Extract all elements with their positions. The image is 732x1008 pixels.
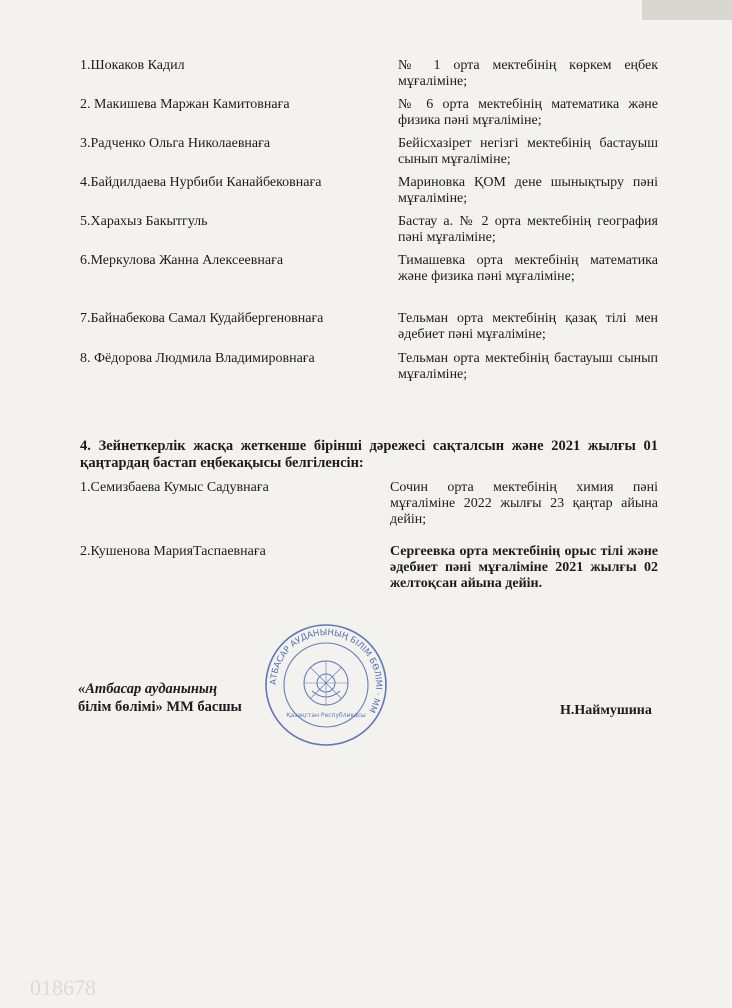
employee-name: 6.Меркулова Жанна Алексеевнаға bbox=[80, 253, 284, 268]
list-row bbox=[80, 351, 658, 391]
list-row bbox=[80, 544, 658, 608]
employee-position: Тимашевка орта мектебінің математика және физика пәні мұғаліміне; bbox=[398, 253, 658, 284]
bleed-through-number: 018678 bbox=[30, 975, 96, 1000]
signature-line-1: «Атбасар ауданының bbox=[78, 681, 218, 697]
employee-position: Сергеевка орта мектебінің орыс тілі және әдебиет пәні мұғаліміне 2021 жылғы 02 желтоқсан айына дейін. bbox=[390, 544, 658, 591]
retirement-list bbox=[80, 480, 658, 608]
employee-position: № 6 орта мектебінің математика және физика пәні мұғаліміне; bbox=[398, 97, 658, 128]
employee-name: 1.Семизбаева Кумыс Садувнаға bbox=[80, 480, 269, 495]
employee-name: 2. Макишева Маржан Камитовнаға bbox=[80, 97, 290, 112]
list-row bbox=[80, 214, 658, 253]
list-row bbox=[80, 253, 658, 311]
employee-position: Тельман орта мектебінің қазақ тілі мен әдебиет пәні мұғаліміне; bbox=[398, 311, 658, 342]
list-row bbox=[80, 175, 658, 214]
employee-position: Тельман орта мектебінің бастауыш сынып мұғаліміне; bbox=[398, 351, 658, 382]
list-row bbox=[80, 97, 658, 136]
section-4-title: 4. Зейнеткерлік жасқа жеткенше бірінші дәрежесі сақталсын және 2021 жылғы 01 қаңтардаң бастап еңбекақысы белгіленсін: bbox=[80, 438, 658, 471]
employee-position: Бейісхазірет негізгі мектебінің бастауыш сынып мұғаліміне; bbox=[398, 136, 658, 167]
emblem-icon bbox=[304, 661, 348, 705]
employee-name: 4.Байдилдаева Нурбиби Канайбековнаға bbox=[80, 175, 322, 190]
list-row bbox=[80, 311, 658, 351]
signature-line-2: білім бөлімі» ММ басшы bbox=[78, 699, 242, 715]
teacher-list bbox=[80, 58, 658, 391]
employee-name: 1.Шокаков Кадил bbox=[80, 58, 185, 73]
employee-position: Сочин орта мектебінің химия пәні мұғаліміне 2022 жылғы 23 қаңтар айына дейін; bbox=[390, 480, 658, 527]
list-row bbox=[80, 480, 658, 544]
list-row bbox=[80, 58, 658, 97]
employee-name: 8. Фёдорова Людмила Владимировнаға bbox=[80, 351, 315, 366]
employee-name: 2.Кушенова МарияТаспаевнаға bbox=[80, 544, 266, 559]
signature-title bbox=[78, 680, 242, 716]
page-corner-shadow bbox=[642, 0, 732, 20]
official-stamp bbox=[264, 623, 388, 747]
employee-position: Мариновка ҚОМ дене шынықтыру пәні мұғаліміне; bbox=[398, 175, 658, 206]
employee-name: 7.Байнабекова Самал Кудайбергеновнаға bbox=[80, 311, 324, 326]
employee-position: № 1 орта мектебінің көркем еңбек мұғаліміне; bbox=[398, 58, 658, 89]
signatory-name: Н.Наймушина bbox=[560, 703, 652, 718]
employee-name: 3.Радченко Ольга Николаевнаға bbox=[80, 136, 271, 151]
employee-position: Бастау а. № 2 орта мектебінің география пәні мұғаліміне; bbox=[398, 214, 658, 245]
stamp-ring-text: АТБАСАР АУДАНЫНЫҢ БІЛІМ БӨЛІМІ · ММ bbox=[268, 627, 384, 715]
employee-name: 5.Харахыз Бакытгуль bbox=[80, 214, 208, 229]
stamp-inner-text: Қазақстан Республикасы bbox=[286, 712, 366, 719]
list-row bbox=[80, 136, 658, 175]
